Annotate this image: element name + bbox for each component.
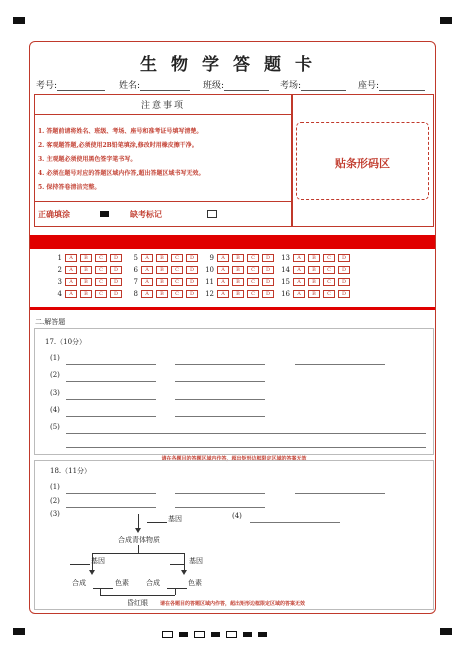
exam-room-label: 考场: [280, 81, 302, 91]
mc-option-bubble[interactable]: A [141, 266, 153, 274]
mc-option-bubble[interactable]: C [323, 290, 335, 298]
mc-option-bubble[interactable]: B [232, 278, 244, 286]
mc-question-row [124, 266, 201, 274]
mc-question-number: 8 [133, 290, 138, 298]
mc-option-bubble[interactable]: D [262, 278, 274, 286]
q18-2-line-b[interactable] [175, 506, 265, 508]
mc-option-bubble[interactable]: B [80, 278, 92, 286]
notice-footer-divider [34, 201, 292, 202]
mc-option-bubble[interactable]: A [141, 278, 153, 286]
mc-option-bubble[interactable]: A [293, 278, 305, 286]
mc-option-bubble[interactable]: B [156, 254, 168, 262]
notice-item-3: 3. 主观题必须使用黑色签字笔书写。 [38, 156, 137, 163]
q18-4-line[interactable] [250, 521, 340, 523]
mc-question-number: 5 [133, 254, 138, 262]
mc-question-number: 9 [209, 254, 214, 262]
timing-mark-6 [243, 632, 252, 637]
notice-item-4: 4. 必须在题号对应的答题区域内作答,超出答题区域书写无效。 [38, 170, 205, 177]
correct-fill-sample [100, 211, 109, 217]
mc-question-number: 3 [57, 278, 62, 286]
q17-warning: 请在各题目的答题区域内作答，超出矩形边框限定区域的答案无效 [161, 456, 307, 462]
mc-option-bubble[interactable]: C [171, 266, 183, 274]
sheet-title: 生物学答题卡 [140, 55, 326, 75]
mc-option-bubble[interactable]: D [186, 278, 198, 286]
mc-question-row [200, 278, 277, 286]
mc-question-row [200, 254, 277, 262]
mc-option-bubble[interactable]: C [247, 290, 259, 298]
diagram-left-gene-label: 基因 [91, 557, 105, 565]
diagram-merge-line [100, 595, 175, 596]
diagram-right-gene-blank[interactable] [170, 563, 184, 565]
q18-1-line-c[interactable] [295, 492, 385, 494]
mc-option-bubble[interactable]: A [65, 254, 77, 262]
mc-option-bubble[interactable]: C [323, 254, 335, 262]
diagram-right-synth: 合成 [146, 579, 160, 587]
mc-question-row [276, 266, 353, 274]
q17-2-line-b[interactable] [175, 380, 265, 382]
notice-item-1: 1. 答题前请将姓名、班级、考场、座号和准考证号填写清楚。 [38, 128, 203, 135]
q18-sub-1: (1) [50, 483, 60, 491]
mc-option-bubble[interactable]: A [65, 278, 77, 286]
q17-4-line-a[interactable] [66, 415, 156, 417]
mc-option-bubble[interactable]: B [232, 266, 244, 274]
q17-sub-3: (3) [50, 389, 60, 397]
diagram-left-gene-blank[interactable] [70, 563, 90, 565]
mc-option-bubble[interactable]: A [65, 290, 77, 298]
mc-question-row [48, 266, 125, 274]
q18-sub-2: (2) [50, 497, 60, 505]
mc-question-number: 7 [133, 278, 138, 286]
q17-2-line-a[interactable] [66, 380, 156, 382]
mc-question-number: 6 [133, 266, 138, 274]
diagram-top-gene-blank[interactable] [147, 521, 167, 523]
mc-option-bubble[interactable]: C [323, 266, 335, 274]
seat-number-field[interactable] [358, 78, 425, 91]
notice-item-5: 5. 保持答卷清洁完整。 [38, 184, 101, 191]
q18-1-line-b[interactable] [175, 492, 265, 494]
mc-question-row [48, 278, 125, 286]
corner-mark-br [440, 628, 452, 635]
q17-sub-4: (4) [50, 406, 60, 414]
mc-question-number: 11 [205, 278, 214, 286]
mc-option-bubble[interactable]: B [308, 266, 320, 274]
notice-item-2: 2. 客观题答题,必须使用2B铅笔填涂,修改时用橡皮擦干净。 [38, 142, 198, 149]
q17-1-line-b[interactable] [175, 363, 265, 365]
mc-option-bubble[interactable]: A [293, 266, 305, 274]
q17-sub-1: (1) [50, 354, 60, 362]
mc-option-bubble[interactable]: B [308, 290, 320, 298]
mc-question-number: 2 [57, 266, 62, 274]
q17-sub-2: (2) [50, 371, 60, 379]
mc-option-bubble[interactable]: C [247, 266, 259, 274]
mc-question-row [276, 278, 353, 286]
mc-option-bubble[interactable]: B [308, 254, 320, 262]
diagram-middle-label: 合成青体物质 [118, 536, 160, 544]
mc-option-bubble[interactable]: C [171, 290, 183, 298]
mc-option-bubble[interactable]: D [186, 290, 198, 298]
mc-option-bubble[interactable]: D [338, 254, 350, 262]
mc-option-bubble[interactable]: A [141, 290, 153, 298]
q18-2-line-a[interactable] [66, 506, 156, 508]
corner-mark-tl [13, 17, 25, 24]
section2-heading: 二.解答题 [35, 318, 66, 326]
q18-1-line-a[interactable] [66, 492, 156, 494]
absent-mark-label: 缺考标记 [130, 209, 162, 219]
mc-option-bubble[interactable]: A [141, 254, 153, 262]
mc-option-bubble[interactable]: C [95, 254, 107, 262]
mc-option-bubble[interactable]: C [95, 266, 107, 274]
q18-sub-3: (3) [50, 510, 60, 518]
mc-option-bubble[interactable]: A [217, 254, 229, 262]
mc-option-bubble[interactable]: B [156, 278, 168, 286]
diagram-right-color-blank[interactable] [167, 587, 187, 589]
diagram-arrowhead-left [89, 570, 95, 575]
q17-3-line-b[interactable] [175, 398, 265, 400]
timing-mark-5 [226, 631, 237, 638]
mc-option-bubble[interactable]: C [171, 254, 183, 262]
class-label: 班级: [203, 81, 225, 91]
mc-option-bubble[interactable]: C [323, 278, 335, 286]
q17-sub-5: (5) [50, 423, 60, 431]
mc-option-bubble[interactable]: D [262, 266, 274, 274]
mc-option-bubble[interactable]: D [262, 254, 274, 262]
mc-option-bubble[interactable]: D [186, 254, 198, 262]
mc-question-row [124, 254, 201, 262]
mc-question-number: 12 [205, 290, 214, 298]
mc-question-row [200, 266, 277, 274]
seat-number-label: 座号: [358, 81, 380, 91]
timing-mark-3 [194, 631, 205, 638]
diagram-arrowhead-top [135, 528, 141, 533]
q18-label: 18.（11分） [50, 467, 92, 475]
q17-1-line-a[interactable] [66, 363, 156, 365]
mc-option-bubble[interactable]: C [247, 254, 259, 262]
mc-question-row [276, 254, 353, 262]
mc-option-bubble[interactable]: C [171, 278, 183, 286]
diagram-left-synth: 合成 [72, 579, 86, 587]
absent-mark-checkbox[interactable] [207, 210, 217, 218]
mc-question-number: 15 [281, 278, 290, 286]
notice-heading: 注意事项 [140, 101, 185, 111]
mc-option-bubble[interactable]: A [217, 266, 229, 274]
mc-option-bubble[interactable]: C [95, 290, 107, 298]
mc-question-number: 14 [281, 266, 290, 274]
exam-number-label: 考号: [36, 81, 58, 91]
mc-question-row [124, 290, 201, 298]
timing-marks [162, 631, 273, 638]
q17-5-line-b[interactable] [66, 446, 426, 448]
mc-option-bubble[interactable]: A [293, 290, 305, 298]
notice-heading-divider [34, 114, 292, 115]
mc-question-row [124, 278, 201, 286]
mc-option-bubble[interactable]: D [186, 266, 198, 274]
mc-option-bubble[interactable]: B [80, 254, 92, 262]
name-label: 姓名: [119, 81, 141, 91]
mc-option-bubble[interactable]: D [110, 266, 122, 274]
mc-option-bubble[interactable]: A [217, 278, 229, 286]
diagram-branch [92, 553, 184, 554]
timing-mark-1 [162, 631, 173, 638]
mc-option-bubble[interactable]: D [338, 278, 350, 286]
q17-label: 17.（10分） [45, 338, 87, 346]
mc-option-bubble[interactable]: B [80, 266, 92, 274]
mc-option-bubble[interactable]: D [110, 254, 122, 262]
mc-option-bubble[interactable]: A [65, 266, 77, 274]
q17-answer-box [34, 328, 434, 455]
mc-option-bubble[interactable]: C [247, 278, 259, 286]
exam-number-field[interactable] [36, 78, 105, 91]
mc-question-number: 1 [57, 254, 62, 262]
diagram-arrowhead-right [181, 570, 187, 575]
mc-question-row [276, 290, 353, 298]
mc-question-number: 10 [205, 266, 214, 274]
mc-question-number: 4 [57, 290, 62, 298]
mc-option-bubble[interactable]: B [156, 290, 168, 298]
name-field[interactable] [119, 78, 190, 91]
q18-warning: 请在各题目的答题区域内作答，超出矩形边框限定区域的答案无效 [160, 601, 306, 607]
objective-section-divider [30, 307, 435, 310]
mc-option-bubble[interactable]: D [110, 290, 122, 298]
q17-4-line-b[interactable] [175, 415, 265, 417]
diagram-bottom-label: 昏红眼 [127, 599, 148, 607]
corner-mark-bl [13, 628, 25, 635]
mc-option-bubble[interactable]: B [308, 278, 320, 286]
mc-option-bubble[interactable]: D [338, 290, 350, 298]
mc-option-bubble[interactable]: B [232, 254, 244, 262]
mc-option-bubble[interactable]: D [262, 290, 274, 298]
exam-room-field[interactable] [280, 78, 346, 91]
diagram-right-color: 色素 [188, 579, 202, 587]
diagram-left-color-blank[interactable] [93, 587, 113, 589]
mc-option-bubble[interactable]: A [293, 254, 305, 262]
q17-5-line-a[interactable] [66, 432, 426, 434]
mc-option-bubble[interactable]: B [80, 290, 92, 298]
corner-mark-tr [440, 17, 452, 24]
diagram-left-color: 色素 [115, 579, 129, 587]
mc-question-number: 13 [281, 254, 290, 262]
barcode-label: 贴条形码区 [335, 157, 390, 170]
timing-mark-2 [179, 632, 188, 637]
mc-question-row [200, 290, 277, 298]
objective-section-bar [30, 235, 435, 249]
mc-option-bubble[interactable]: D [110, 278, 122, 286]
class-field[interactable] [203, 78, 269, 91]
mc-option-bubble[interactable]: C [95, 278, 107, 286]
mc-question-row [48, 254, 125, 262]
mc-option-bubble[interactable]: D [338, 266, 350, 274]
mc-option-bubble[interactable]: B [232, 290, 244, 298]
diagram-top-gene-label: 基因 [168, 515, 182, 523]
mc-question-number: 16 [281, 290, 290, 298]
diagram-middle-down [138, 545, 139, 553]
correct-fill-label: 正确填涂 [38, 209, 70, 219]
diagram-right-gene-label: 基因 [189, 557, 203, 565]
diagram-merge-right [175, 589, 176, 595]
q18-sub-4: (4) [232, 512, 242, 520]
mc-option-bubble[interactable]: B [156, 266, 168, 274]
mc-option-bubble[interactable]: A [217, 290, 229, 298]
timing-mark-4 [211, 632, 220, 637]
mc-question-row [48, 290, 125, 298]
q17-3-line-a[interactable] [66, 398, 156, 400]
q17-1-line-c[interactable] [295, 363, 385, 365]
timing-mark-7 [258, 632, 267, 637]
